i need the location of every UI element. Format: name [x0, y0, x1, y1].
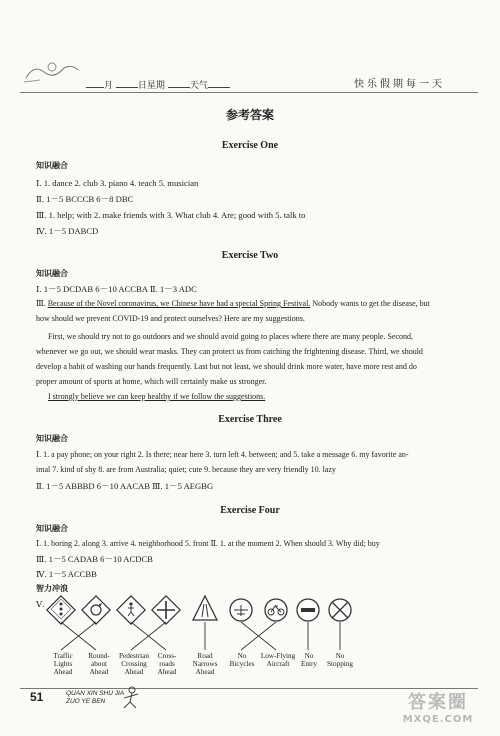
ex2-essay-p2-line-3: develop a habit of washing our hands frequently. Last but not least, we should drink more water, have more rest and do [36, 362, 417, 371]
ex2-essay-line-1 [36, 298, 430, 310]
matching-lines [61, 622, 340, 650]
ex2-essay-lead: Ⅲ. [36, 299, 48, 308]
watermark [388, 688, 488, 725]
weekday-label: 星期 [146, 81, 165, 91]
ex3-line-1: Ⅰ. 1. a pay phone; on your right 2. Is there; near here 3. turn left 4. between; and 5. take a message 6. my favorite an- [36, 450, 409, 459]
crossroads-sign-icon [152, 596, 180, 624]
ex1-section-label: 知识融合 [36, 161, 68, 170]
sign-label-road-narrows: Road Narrows Ahead [192, 652, 218, 676]
ex2-essay-p2-line-2: whenever we go out, we should wear masks. They can protect us from catching the frightening disease. Third, we should [36, 347, 423, 356]
road-signs-matching [40, 592, 370, 652]
ex1-line-2: Ⅱ. 1－5 BCCCB 6－8 DBC [36, 194, 134, 204]
sign-label-no-entry: No Entry [301, 652, 317, 668]
roundabout-sign-icon [82, 596, 110, 624]
sign-label-crossroads: Cross-roads Ahead [157, 652, 177, 676]
ex2-line-1: Ⅰ. 1－5 DCDAB 6－10 ACCBA Ⅱ. 1－3 ADC [36, 284, 197, 294]
ex2-essay-line-2: how should we prevent COVID-19 and protect ourselves? Here are my suggestions. [36, 314, 305, 323]
sign-label-no-bicycles: No Bicycles [229, 652, 255, 668]
ex3-line-2: imal 7. kind of shy 8. are from Australia; quiet; cute 9. because they are very friendly 10. lazy [36, 465, 336, 474]
ex2-essay-p2-line-1: First, we should try not to go outdoors and we should avoid going to places where there are many people. Second, [48, 332, 414, 341]
ex3-line-3: Ⅱ. 1－5 ABBBD 6－10 AACAB Ⅲ. 1－5 AEGBG [36, 481, 214, 491]
ex4-iq-label: 智力冲浪 [36, 584, 68, 593]
brand-text [66, 690, 124, 706]
day-label: 日 [137, 81, 147, 91]
brand-line-1: QUAN XIN SHU JIA [66, 690, 125, 697]
sign-label-traffic-lights: Traffic Lights Ahead [53, 652, 73, 676]
watermark-line-2: MXQE.COM [402, 714, 474, 725]
month-label: 月 [104, 81, 114, 91]
page-title: 参考答案 [225, 108, 274, 122]
ex2-essay-conclusion: I strongly believe we can keep healthy if we follow the suggestions. [48, 392, 266, 401]
header-slogan: 快乐假期每一天 [354, 79, 445, 90]
low-flying-aircraft-sign-icon [230, 599, 252, 621]
header-rule [20, 92, 478, 93]
sign-label-roundabout: Round-about Ahead [88, 652, 110, 676]
ex1-line-3: Ⅲ. 1. help; with 2. make friends with 3. What club 4. Are; good with 5. talk to [36, 210, 306, 220]
brand-line-2: ZUO YE BEN [66, 698, 106, 705]
date-line [86, 78, 230, 91]
ex3-section-label: 知识融合 [36, 434, 68, 443]
no-entry-sign-icon [297, 599, 319, 621]
exercise-three-title: Exercise Three [218, 414, 282, 425]
sign-label-pedestrian-crossing: Pedestrian Crossing Ahead [119, 652, 149, 676]
watermark-line-1: 答案圈 [408, 692, 468, 713]
ex4-line-1: Ⅰ. 1. boring 2. along 3. arrive 4. neighborhood 5. front Ⅱ. 1. at the moment 2. When should 3. Why did; buy [36, 539, 380, 548]
ex2-essay-rest: Nobody wants to get the disease, but [310, 299, 430, 308]
ex1-line-1: Ⅰ. 1. dance 2. club 3. piano 4. teach 5. musician [36, 178, 199, 188]
page-number: 51 [30, 690, 44, 704]
traffic-lights-sign-icon [47, 596, 75, 624]
ex1-line-4: Ⅳ. 1－5 DABCD [36, 226, 99, 236]
exercise-one-title: Exercise One [221, 140, 279, 151]
sign-label-no-stopping: No Stopping [327, 652, 353, 668]
no-stopping-sign-icon [329, 599, 351, 621]
no-bicycles-sign-icon [265, 599, 287, 621]
ex4-line-3: Ⅳ. 1－5 ACCBB [36, 569, 97, 579]
exercise-four-title: Exercise Four [220, 505, 280, 516]
ex4-v-label: Ⅴ. [36, 599, 45, 609]
road-narrows-sign-icon [193, 596, 217, 620]
ex2-essay-topic-sentence: Because of the Novel coronavirus, we Chinese have had a special Spring Festival. [47, 299, 311, 308]
exercise-two-title: Exercise Two [221, 250, 279, 261]
ex4-section-label: 知识融合 [36, 524, 68, 533]
header-doodle-icon [22, 58, 82, 86]
ex2-essay-p2-line-4: proper amount of sports at home, which will certainly make us stronger. [36, 377, 267, 386]
pedestrian-crossing-sign-icon [117, 596, 145, 624]
ex2-section-label: 知识融合 [36, 269, 68, 278]
sign-label-low-flying-aircraft: Low-Flying Aircraft [260, 652, 296, 668]
weather-label: 天气 [189, 81, 208, 91]
ex4-line-2: Ⅲ. 1－5 CADAB 6－10 ACDCB [36, 554, 153, 564]
runner-logo-icon [118, 684, 146, 719]
